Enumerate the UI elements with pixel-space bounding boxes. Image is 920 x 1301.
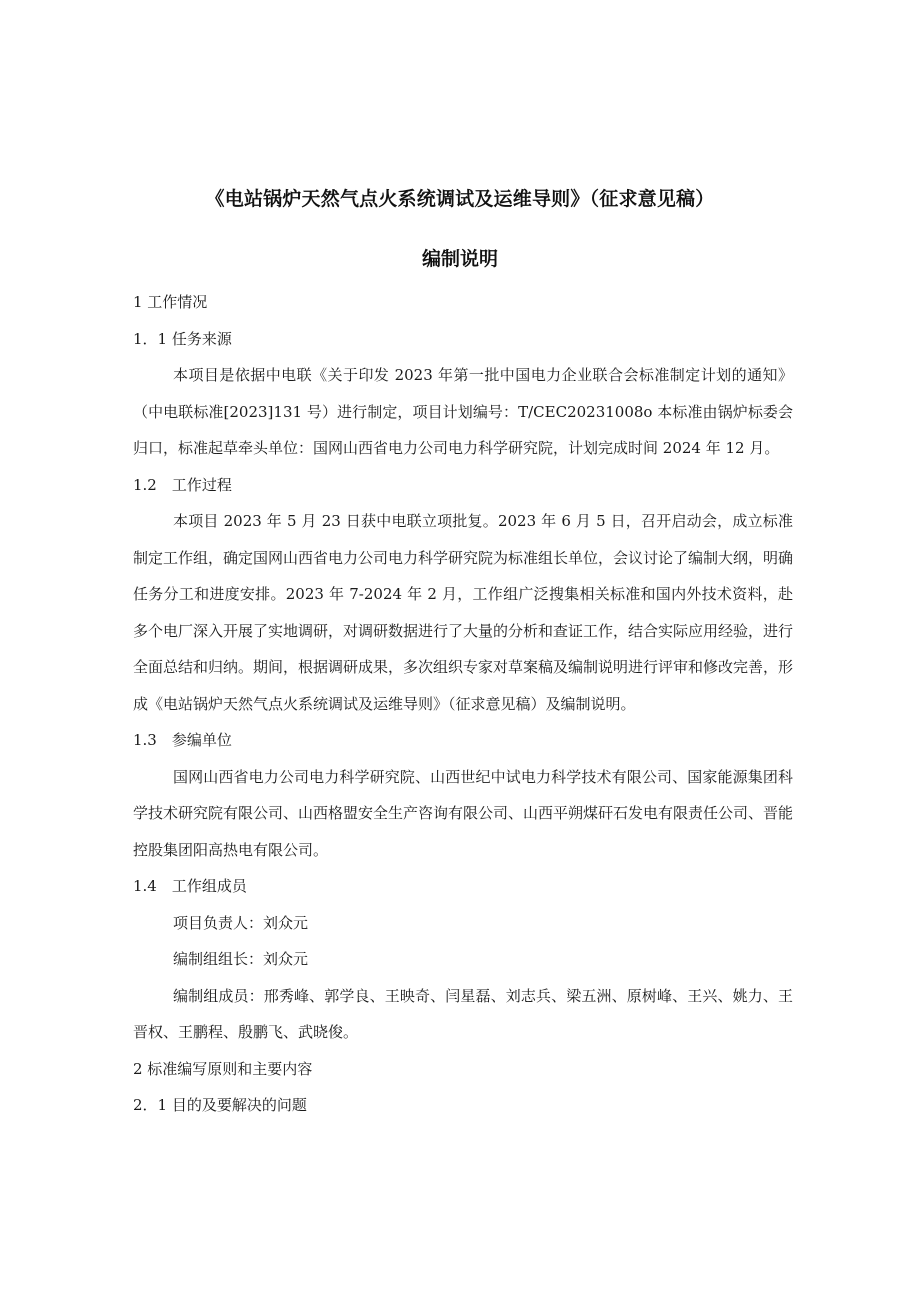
section-1-heading: 1 工作情况 bbox=[133, 293, 208, 311]
section-1-3-heading: 1.3 参编单位 bbox=[133, 731, 232, 749]
group-members-paragraph: 编制组成员：邢秀峰、郭学良、王映奇、闫星磊、刘志兵、梁五洲、原树峰、王兴、姚力、王晋权、王鹏程、殷鹏飞、武晓俊。 bbox=[133, 986, 793, 1041]
section-1-2-heading: 1.2 工作过程 bbox=[133, 475, 232, 494]
section-2-heading: 2 标准编写原则和主要内容 bbox=[133, 1059, 313, 1078]
group-leader-line: 编制组组长：刘众元 bbox=[173, 950, 309, 968]
section-1-2-paragraph: 本项目 2023 年 5 月 23 日获中电联立项批复。2023 年 6 月 5 日，召开启动会，成立标准制定工作组，确定国网山西省电力公司电力科学研究院为标准组长单位，会议讨论了编制大纲，明确任务分工和进度安排。2023 年 7-2024 年 2 月，工作组广泛搜集相关标准和国内外技术资料，赴多个电厂深入开展了实地调研，对调研数据进行了大量的分析和查证工作，结合实际应用经验，进行全面总结和归纳。期间，根据调研成果，多次组织专家对草案稿及编制说明进行评审和修改完善，形成《电站锅炉天然气点火系统调试及运维导则》（征求意见稿）及编制说明。 bbox=[133, 512, 794, 713]
section-2-1-heading: 2．1 目的及要解决的问题 bbox=[133, 1096, 307, 1114]
section-1-3-paragraph: 国网山西省电力公司电力科学研究院、山西世纪中试电力科学技术有限公司、国家能源集团科学技术研究院有限公司、山西格盟安全生产咨询有限公司、山西平朔煤矸石发电有限责任公司、晋能控股集团阳高热电有限公司。 bbox=[133, 767, 794, 859]
section-1-4-heading: 1.4 工作组成员 bbox=[133, 877, 247, 895]
document-subtitle: 编制说明 bbox=[421, 248, 498, 270]
section-1-1-heading: 1．1 任务来源 bbox=[133, 329, 232, 348]
document-body bbox=[133, 284, 793, 1124]
document-title: 《电站锅炉天然气点火系统调试及运维导则》（征求意见稿） bbox=[205, 188, 715, 210]
project-leader-line: 项目负责人：刘众元 bbox=[173, 913, 309, 932]
section-1-1-paragraph: 本项目是依据中电联《关于印发 2023 年第一批中国电力企业联合会标准制定计划的通知》（中电联标准[2023]131 号）进行制定，项目计划编号：T/CEC20231008o 本标准由锅炉标委会归口，标准起草牵头单位：国网山西省电力公司电力科学研究院，计划完成时间 2024 年 12 月。 bbox=[133, 366, 793, 457]
